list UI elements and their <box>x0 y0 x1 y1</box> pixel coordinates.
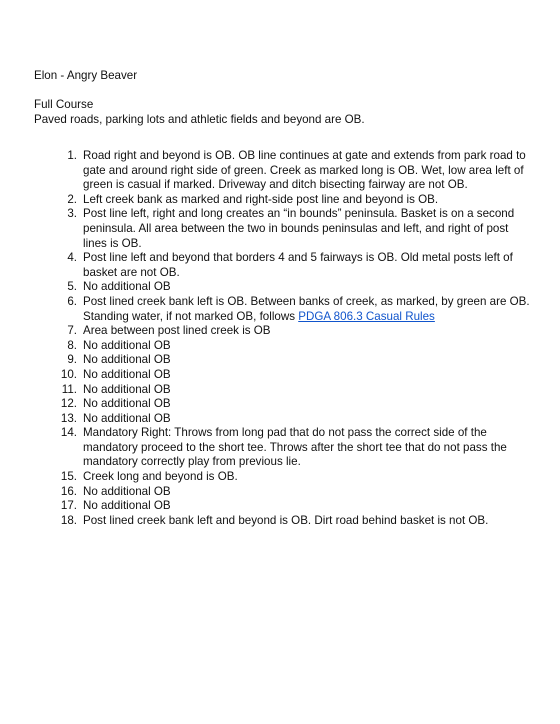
item-number: 8. <box>67 338 77 352</box>
full-course-section <box>34 98 534 127</box>
item-text: No additional OB <box>83 280 171 294</box>
item-text: No additional OB <box>83 484 171 498</box>
list-item <box>58 499 530 514</box>
list-item <box>58 470 530 485</box>
pdga-casual-rules-link[interactable]: PDGA 806.3 Casual Rules <box>298 309 435 323</box>
list-item <box>58 295 530 324</box>
item-number: 10. <box>60 367 77 381</box>
list-item <box>58 207 530 251</box>
item-text: No additional OB <box>83 338 171 352</box>
item-number: 17. <box>60 499 77 513</box>
item-text-body: Post lined creek bank left is OB. Between banks of creek, as marked, by green are OB. Standing water, if not marked OB, follows <box>83 294 530 323</box>
list-item <box>58 383 530 398</box>
list-item <box>58 368 530 383</box>
item-text: Post line left and beyond that borders 4 and 5 fairways is OB. Old metal posts left of basket are not OB. <box>83 251 513 279</box>
item-text: No additional OB <box>83 411 171 425</box>
list-item <box>58 193 530 208</box>
item-number: 4. <box>67 251 77 265</box>
list-item <box>58 324 530 339</box>
item-number: 1. <box>67 149 77 162</box>
item-text <box>77 295 530 324</box>
item-number: 15. <box>60 470 77 484</box>
list-item <box>58 339 530 354</box>
item-number: 7. <box>67 324 77 338</box>
list-item <box>58 485 530 500</box>
item-number: 5. <box>67 280 77 294</box>
item-text: Post line left, right and long creates an “in bounds” peninsula. Basket is on a second peninsula. All area between the two in bounds peninsulas and left, and right of post lines is OB. <box>83 207 515 250</box>
list-item <box>58 353 530 368</box>
item-text: Post lined creek bank left and beyond is OB. Dirt road behind basket is not OB. <box>83 513 489 527</box>
item-text: No additional OB <box>83 353 171 367</box>
item-text: No additional OB <box>83 367 171 381</box>
item-number: 9. <box>67 353 77 367</box>
section-text: Paved roads, parking lots and athletic fields and beyond are OB. <box>34 112 365 126</box>
list-item <box>58 280 530 295</box>
item-text: Left creek bank as marked and right-side post line and beyond is OB. <box>83 192 439 206</box>
hole-rules-list <box>58 149 530 528</box>
item-text: Mandatory Right: Throws from long pad that do not pass the correct side of the mandatory proceed to the short tee. Throws after the short tee that do not pass the mandatory correctly play from previous lie. <box>83 426 507 469</box>
item-number: 13. <box>60 411 77 425</box>
document-title: Elon - Angry Beaver <box>34 69 138 82</box>
list-item <box>58 397 530 412</box>
item-number: 6. <box>67 294 77 308</box>
list-item <box>58 412 530 427</box>
list-item <box>58 251 530 280</box>
item-text: No additional OB <box>83 499 171 513</box>
item-number: 16. <box>60 484 77 498</box>
item-number: 12. <box>60 397 77 411</box>
section-heading: Full Course <box>34 98 94 111</box>
item-number: 18. <box>60 513 77 527</box>
item-text: Area between post lined creek is OB <box>83 324 271 338</box>
item-text: Road right and beyond is OB. OB line continues at gate and extends from park road to gate and around right side of green. Creek as marked long is OB. Wet, low area left of green is casual if marked. Driveway and ditch bisecting fairway are not OB. <box>83 149 526 192</box>
item-number: 3. <box>67 207 77 221</box>
item-text: No additional OB <box>83 397 171 411</box>
item-number: 2. <box>67 192 77 206</box>
list-item <box>58 149 530 193</box>
list-item <box>58 514 530 529</box>
item-text: Creek long and beyond is OB. <box>83 470 238 484</box>
list-item <box>58 426 530 470</box>
item-number: 11. <box>61 382 77 396</box>
item-text: No additional OB <box>83 382 171 396</box>
item-number: 14. <box>60 426 77 440</box>
